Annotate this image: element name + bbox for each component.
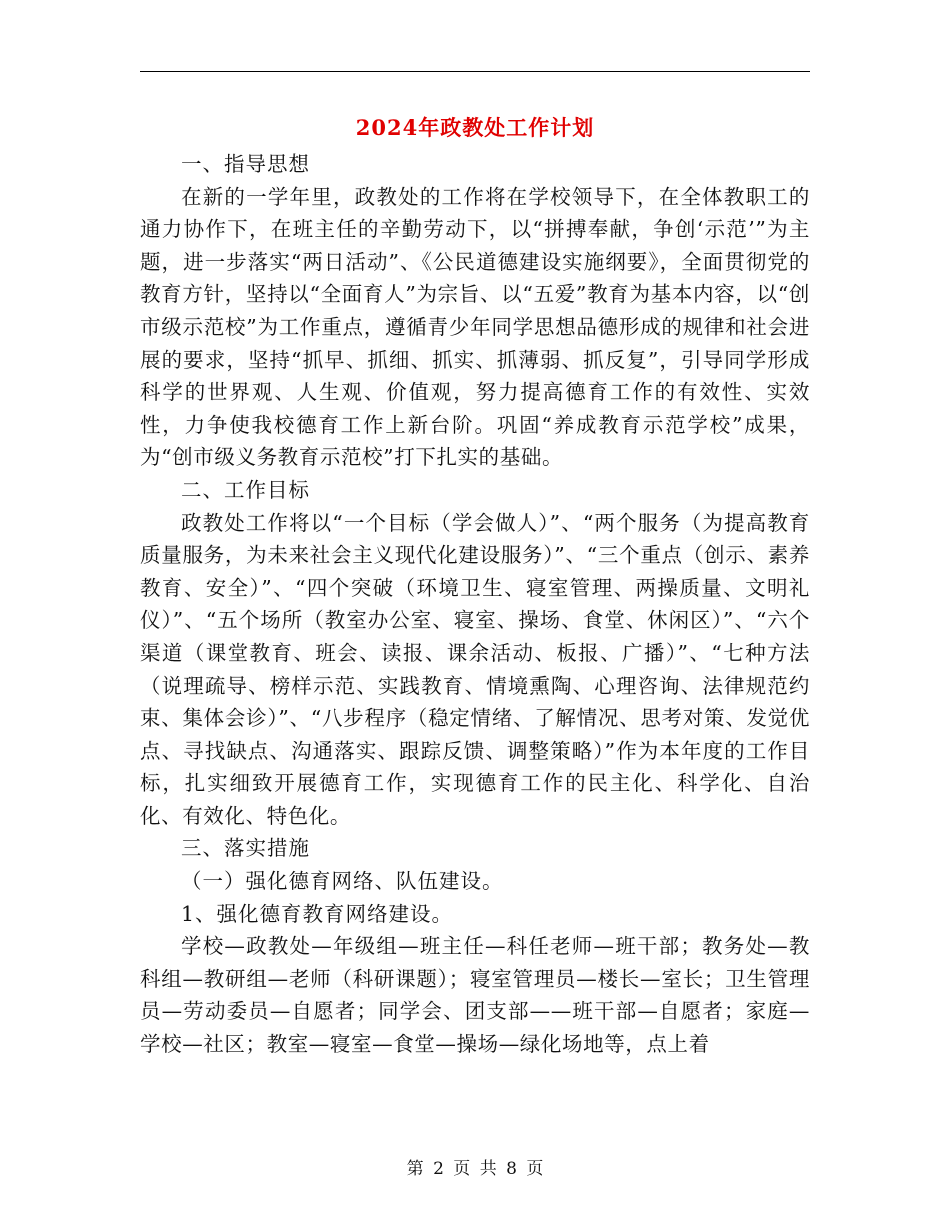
section-heading: 三、落实措施 [181, 836, 310, 861]
page-number: 第 2 页 共 8 页 [406, 1159, 544, 1179]
section-heading: 一、指导思想 [181, 152, 310, 176]
subsection-heading: 1、强化德育教育网络建设。 [181, 901, 454, 926]
subsection-heading: （一）强化德育网络、队伍建设。 [181, 869, 504, 894]
document-body [140, 148, 810, 1061]
body-paragraph: 在新的一学年里，政教处的工作将在学校领导下，在全体教职工的通力协作下，在班主任的辛勤劳动下，以“拼搏奉献，争创‘示范’”为主题，进一步落实“两日活动”、《公民道德建设实施纲要》，全面贯彻党的教育方针，坚持以“全面育人”为宗旨、以“五爱”教育为基本内容，以“创市级示范校”为工作重点，遵循青少年同学思想品德形成的规律和社会进展的要求，坚持“抓早、抓细、抓实、抓薄弱、抓反复”，引导同学形成科学的世界观、人生观、价值观，努力提高德育工作的有效性、实效性，力争使我校德育工作上新台阶。巩固“养成教育示范学校”成果，为“创市级义务教育示范校”打下扎实的基础。 [140, 184, 810, 470]
section-heading: 二、工作目标 [181, 477, 310, 502]
body-paragraph: 学校—政教处—年级组—班主任—科任老师—班干部；教务处—教科组—教研组—老师（科研课题）；寝室管理员—楼长—室长；卫生管理员—劳动委员—自愿者；同学会、团支部——班干部—自愿者；家庭—学校—社区；教室—寝室—食堂—操场—绿化场地等，点上着 [140, 934, 810, 1057]
document-title: 2024年政教处工作计划 [355, 115, 595, 140]
header-rule [140, 71, 810, 72]
body-paragraph: 政教处工作将以“一个目标（学会做人）”、“两个服务（为提高教育质量服务，为未来社会主义现代化建设服务）”、“三个重点（创示、素养教育、安全）”、“四个突破（环境卫生、寝室管理、两操质量、文明礼仪）”、“五个场所（教室办公室、寝室、操场、食堂、休闲区）”、“六个渠道（课堂教育、班会、读报、课余活动、板报、广播）”、“七种方法（说理疏导、榜样示范、实践教育、情境熏陶、心理咨询、法律规范约束、集体会诊）”、“八步程序（稳定情绪、了解情况、思考对策、发觉优点、寻找缺点、沟通落实、跟踪反馈、调整策略）”作为本年度的工作目标，扎实细致开展德育工作，实现德育工作的民主化、科学化、自治化、有效化、特色化。 [140, 510, 810, 828]
